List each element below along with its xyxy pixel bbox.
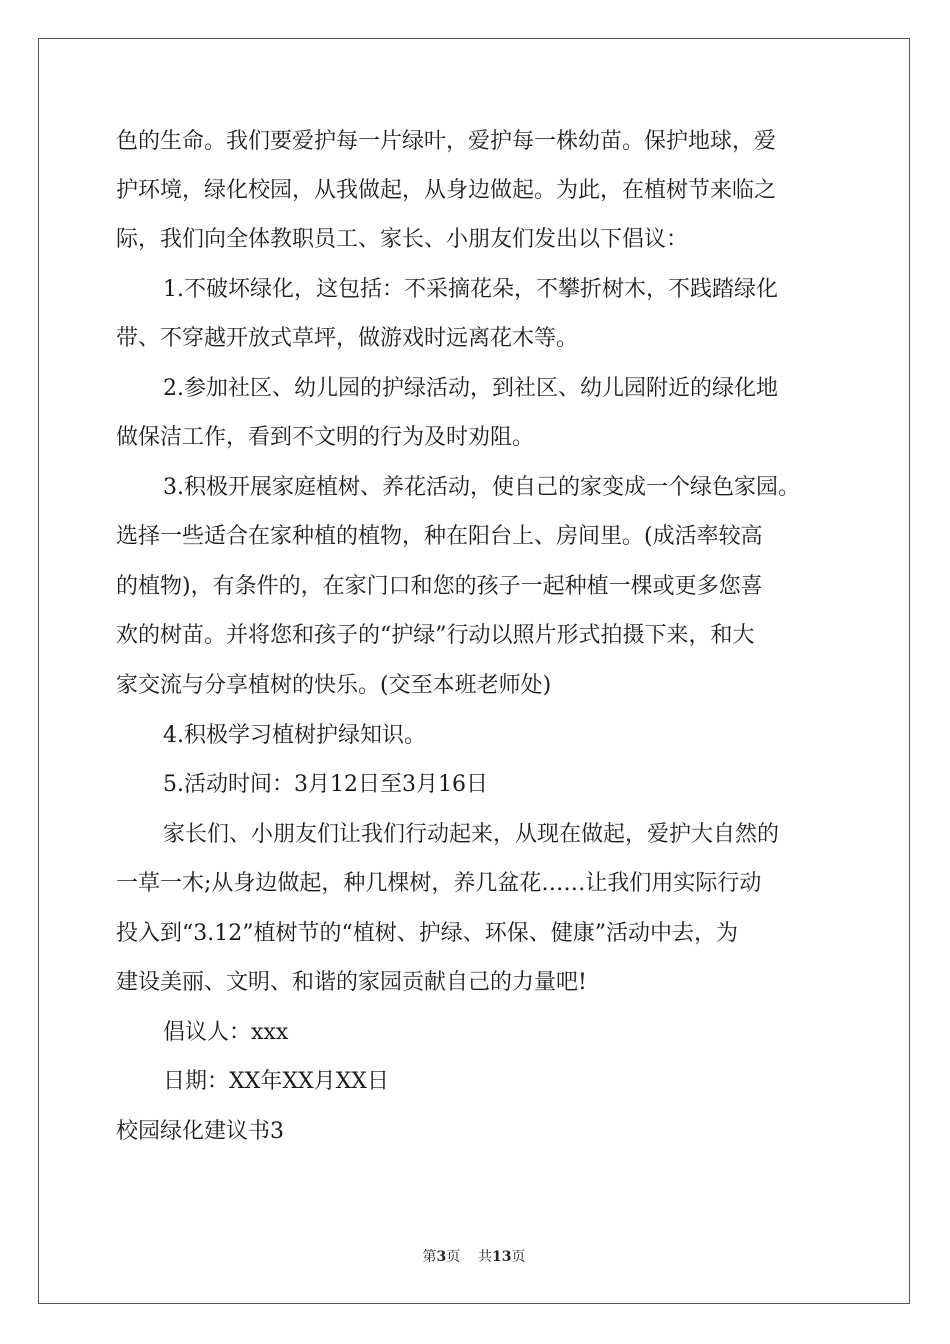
text-line: 投入到“3.12”植树节的“植树、护绿、环保、健康”活动中去，为: [116, 921, 738, 946]
text-line: 5.活动时间：3月12日至3月16日: [163, 772, 488, 797]
text-line: 2.参加社区、幼儿园的护绿活动，到社区、幼儿园附近的绿化地: [163, 376, 778, 401]
document-page: [38, 38, 910, 1304]
text-line: 做保洁工作，看到不文明的行为及时劝阻。: [116, 425, 535, 450]
text-line: 建设美丽、文明、和谐的家园贡献自己的力量吧!: [116, 970, 587, 995]
section-title: 校园绿化建议书3: [116, 1119, 284, 1144]
footer-total-unit: 页: [511, 1249, 526, 1265]
text-line: 1.不破坏绿化，这包括：不采摘花朵，不攀折树木，不践踏绿化: [163, 277, 778, 302]
date-line: 日期：XX年XX月XX日: [163, 1069, 389, 1094]
text-line: 际，我们向全体教职员工、家长、小朋友们发出以下倡议：: [116, 227, 689, 252]
text-line: 色的生命。我们要爱护每一片绿叶，爱护每一株幼苗。保护地球，爱: [116, 129, 777, 154]
signatory-line: 倡议人：xxx: [163, 1020, 289, 1045]
text-line: 欢的树苗。并将您和孩子的“护绿”行动以照片形式拍摄下来，和大: [116, 623, 755, 648]
footer-prefix: 第: [422, 1249, 437, 1265]
footer-total-prefix: 共: [478, 1249, 493, 1265]
text-line: 家交流与分享植树的快乐。(交至本班老师处): [116, 673, 552, 698]
current-page-number: 3: [436, 1249, 447, 1265]
footer-page-unit: 页: [446, 1249, 461, 1265]
text-line: 3.积极开展家庭植树、养花活动，使自己的家变成一个绿色家园。: [163, 475, 800, 500]
text-line: 4.积极学习植树护绿知识。: [163, 723, 426, 748]
total-pages-number: 13: [492, 1249, 512, 1265]
text-line: 护环境，绿化校园，从我做起，从身边做起。为此，在植树节来临之: [116, 178, 777, 203]
text-line: 家长们、小朋友们让我们行动起来，从现在做起，爱护大自然的: [163, 822, 780, 847]
text-line: 选择一些适合在家种植的植物，种在阳台上、房间里。(成活率较高: [116, 524, 763, 549]
page-footer: [39, 1246, 909, 1266]
text-line: 的植物)，有条件的，在家门口和您的孩子一起种植一棵或更多您喜: [116, 574, 763, 599]
text-line: 带、不穿越开放式草坪，做游戏时远离花木等。: [116, 326, 579, 351]
text-line: 一草一木;从身边做起，种几棵树，养几盆花……让我们用实际行动: [116, 871, 762, 896]
